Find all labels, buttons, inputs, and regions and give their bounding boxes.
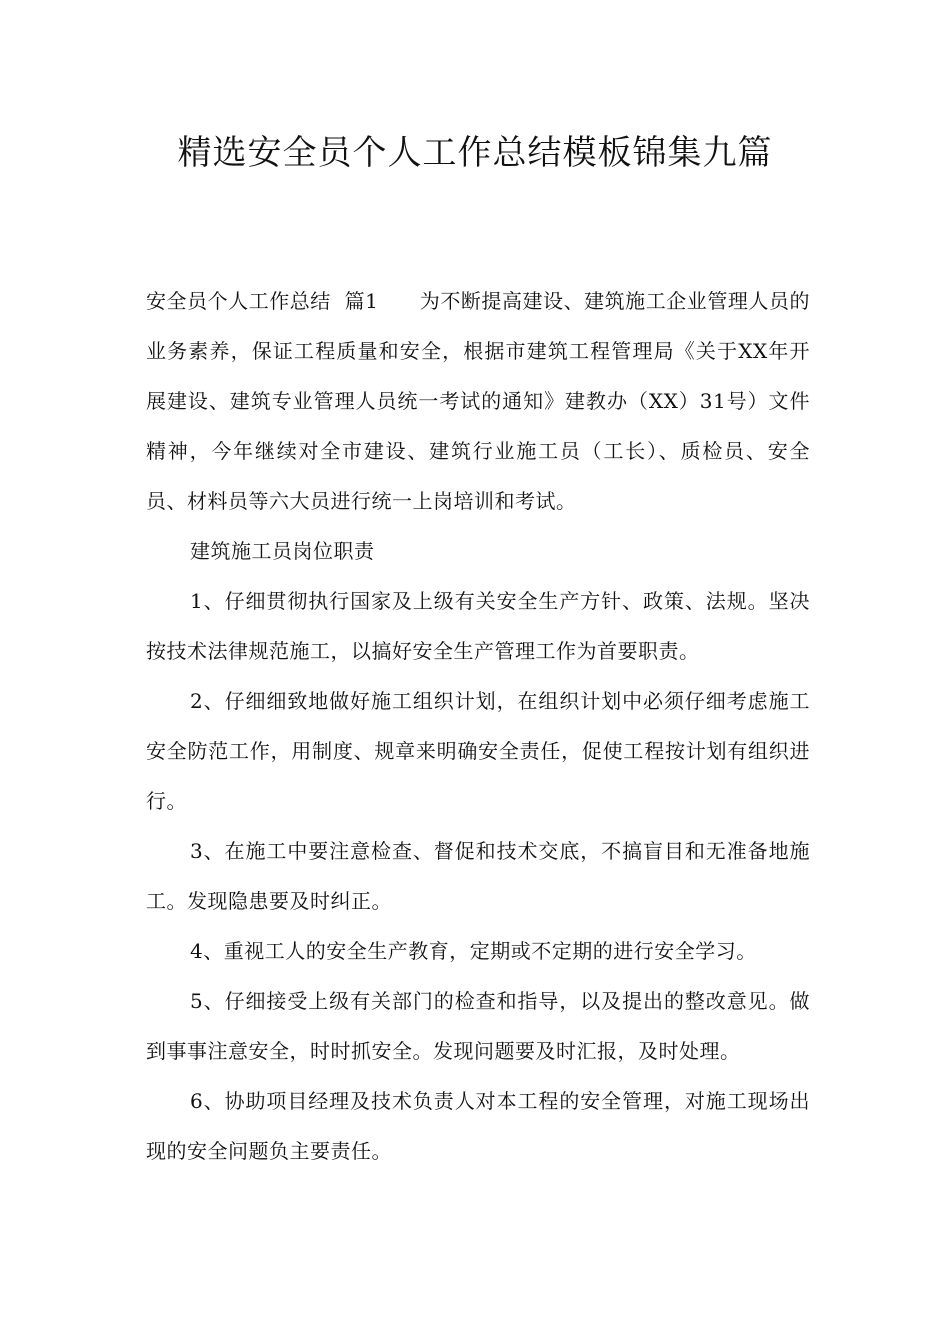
- intro-paragraph: [146, 276, 810, 526]
- list-item: 5、仔细接受上级有关部门的检查和指导，以及提出的整改意见。做到事事注意安全，时时抓安全。发现问题要及时汇报，及时处理。: [146, 989, 810, 1063]
- list-item: 6、协助项目经理及技术负责人对本工程的安全管理，对施工现场出现的安全问题负主要责任。: [146, 1089, 810, 1163]
- list-item: 1、仔细贯彻执行国家及上级有关安全生产方针、政策、法规。坚决按技术法律规范施工，以搞好安全生产管理工作为首要职责。: [146, 589, 810, 663]
- list-item: 4、重视工人的安全生产教育，定期或不定期的进行安全学习。: [190, 939, 757, 963]
- intro-label: 安全员个人工作总结 篇1: [146, 289, 420, 313]
- document-body: [146, 276, 810, 1176]
- list-item: 2、仔细细致地做好施工组织计划，在组织计划中必须仔细考虑施工安全防范工作，用制度、规章来明确安全责任，促使工程按计划有组织进行。: [146, 689, 810, 813]
- document-title: 精选安全员个人工作总结模板锦集九篇: [177, 133, 773, 173]
- list-item: 3、在施工中要注意检查、督促和技术交底，不搞盲目和无准备地施工。发现隐患要及时纠正。: [146, 839, 810, 913]
- intro-text: 为不断提高建设、建筑施工企业管理人员的业务素养，保证工程质量和安全，根据市建筑工程管理局《关于XX年开展建设、建筑专业管理人员统一考试的通知》建教办（XX）31号）文件精神，今年继续对全市建设、建筑行业施工员（工长）、质检员、安全员、材料员等六大员进行统一上岗培训和考试。: [146, 289, 810, 513]
- section-heading: 建筑施工员岗位职责: [190, 539, 375, 563]
